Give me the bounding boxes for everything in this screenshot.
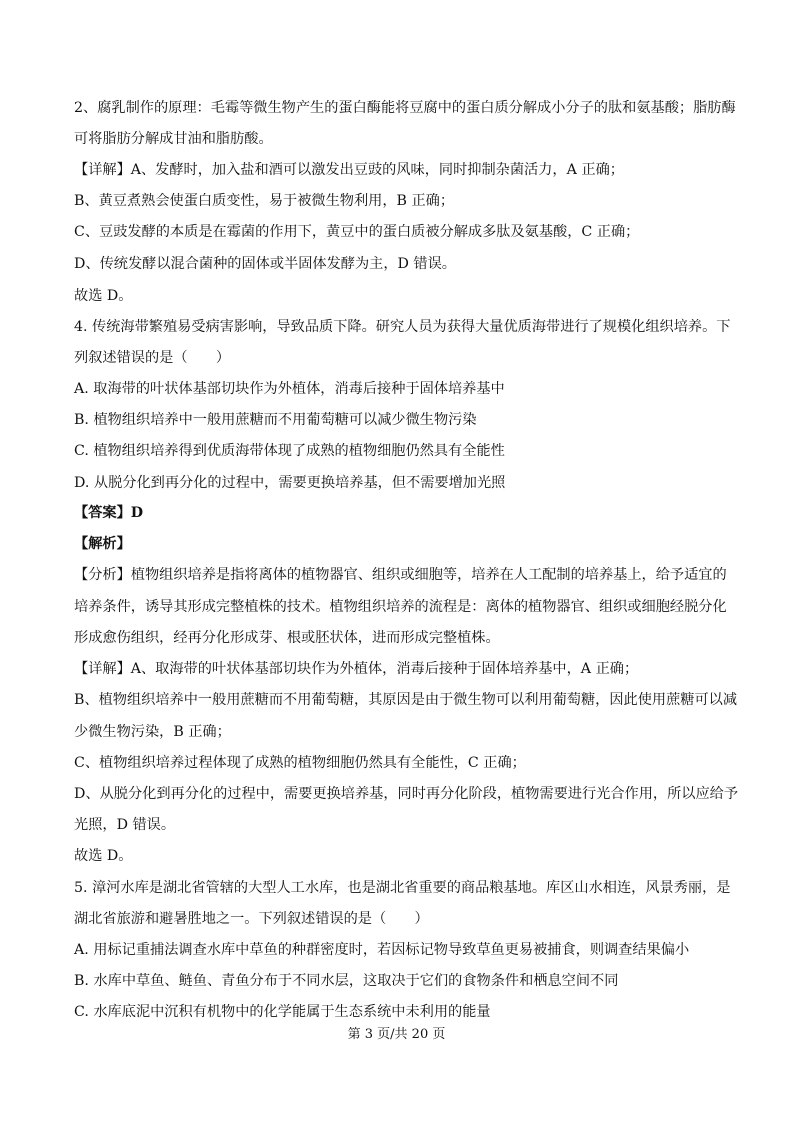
text-line: 【分析】植物组织培养是指将离体的植物器官、组织或细胞等，培养在人工配制的培养基上，给予适宜的: [74, 567, 727, 583]
text-line: 列叙述错误的是（ ）: [74, 350, 231, 366]
text-line: D、传统发酵以混合菌种的固体或半固体发酵为主，D 错误。: [74, 256, 456, 272]
text-line: 少微生物污染，B 正确；: [74, 724, 231, 740]
page-footer: 第 3 页/共 20 页: [347, 1027, 446, 1042]
text-line: 故选 D。: [74, 848, 133, 864]
text-line: 故选 D。: [74, 288, 133, 304]
text-line: 2、腐乳制作的原理：毛霉等微生物产生的蛋白酶能将豆腐中的蛋白质分解成小分子的肽和氨基酸；脂肪酶: [74, 100, 736, 116]
text-line: 【解析】: [74, 536, 131, 552]
text-line: B、植物组织培养中一般用蔗糖而不用葡萄糖，其原因是由于微生物可以利用葡萄糖，因此使用蔗糖可以减: [74, 692, 738, 708]
text-line: 【答案】D: [74, 505, 144, 521]
text-line: C. 植物组织培养得到优质海带体现了成熟的植物细胞仍然具有全能性: [74, 443, 505, 459]
text-line: D、从脱分化到再分化的过程中，需要更换培养基，同时再分化阶段，植物需要进行光合作用，所以应给予: [74, 786, 739, 802]
text-line: 5. 漳河水库是湖北省管辖的大型人工水库，也是湖北省重要的商品粮基地。库区山水相连，风景秀丽，是: [74, 880, 731, 896]
text-line: A. 用标记重捕法调查水库中草鱼的种群密度时，若因标记物导致草鱼更易被捕食，则调查结果偏小: [74, 942, 690, 958]
text-line: B、黄豆煮熟会使蛋白质变性，易于被微生物利用，B 正确；: [74, 193, 455, 209]
text-line: 【详解】A、取海带的叶状体基部切块作为外植体，消毒后接种于固体培养基中，A 正确；: [74, 661, 639, 677]
text-line: 湖北省旅游和避暑胜地之一。下列叙述错误的是（ ）: [74, 911, 429, 927]
text-line: D. 从脱分化到再分化的过程中，需要更换培养基，但不需要增加光照: [74, 475, 506, 491]
text-line: 形成愈伤组织，经再分化形成芽、根或胚状体，进而形成完整植株。: [74, 630, 500, 646]
text-line: C、植物组织培养过程体现了成熟的植物细胞仍然具有全能性，C 正确；: [74, 755, 526, 771]
text-line: 光照，D 错误。: [74, 817, 176, 833]
text-line: B. 水库中草鱼、鲢鱼、青鱼分布于不同水层，这取决于它们的食物条件和栖息空间不同: [74, 973, 619, 989]
text-line: A. 取海带的叶状体基部切块作为外植体，消毒后接种于固体培养基中: [74, 381, 505, 397]
text-line: 4. 传统海带繁殖易受病害影响，导致品质下降。研究人员为获得大量优质海带进行了规模化组织培养。下: [74, 319, 731, 335]
text-line: C、豆豉发酵的本质是在霉菌的作用下，黄豆中的蛋白质被分解成多肽及氨基酸，C 正确；: [74, 224, 640, 240]
text-line: 可将脂肪分解成甘油和脂肪酸。: [74, 131, 273, 147]
text-line: 【详解】A、发酵时，加入盐和酒可以激发出豆豉的风味，同时抑制杂菌活力，A 正确；: [74, 162, 624, 178]
text-line: B. 植物组织培养中一般用蔗糖而不用葡萄糖可以减少微生物污染: [74, 412, 477, 428]
text-line: C. 水库底泥中沉积有机物中的化学能属于生态系统中未利用的能量: [74, 1004, 491, 1020]
text-line: 培养条件，诱导其形成完整植株的技术。植物组织培养的流程是：离体的植物器官、组织或细胞经脱分化: [74, 599, 727, 615]
